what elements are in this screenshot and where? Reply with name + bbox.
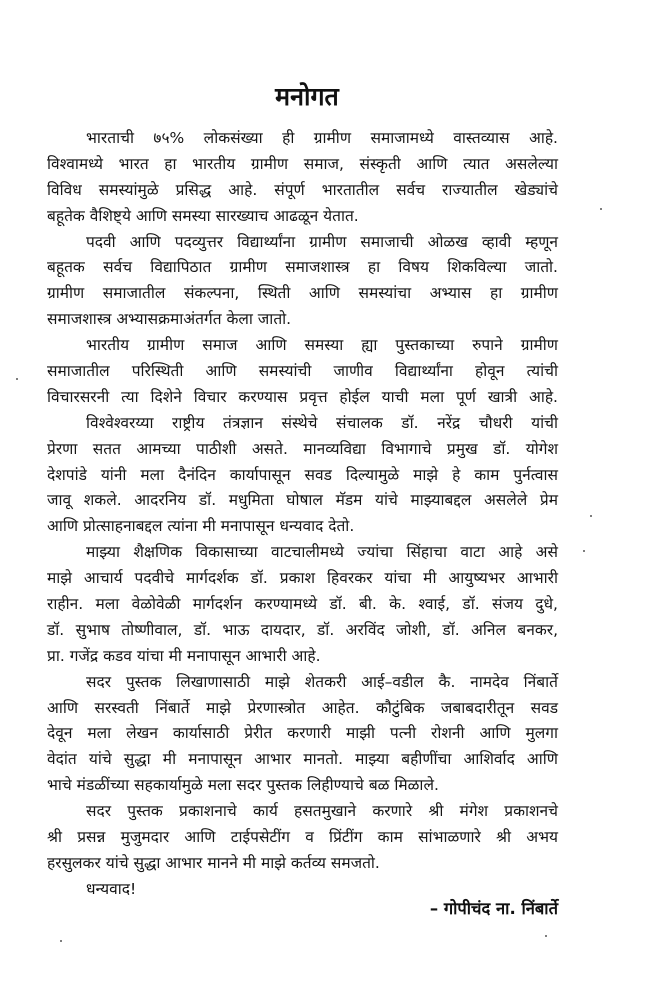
text-line: देशपांडे यांनी मला दैनंदिन कार्यापासून सवड दिल्यामुळे माझे हे काम पुर्नत्वास bbox=[47, 465, 558, 484]
paragraph bbox=[47, 411, 558, 540]
text-line: जावू शकले. आदरनिय डॉ. मधुमिता घोषाल मॅडम यांचे माझ्याबद्दल असलेले प्रेम bbox=[47, 491, 558, 510]
paragraph bbox=[47, 333, 558, 411]
text-line: विचारसरनी त्या दिशेने विचार करण्यास प्रवृत्त होईल याची मला पूर्ण खात्री आहे. bbox=[47, 387, 558, 406]
paragraph bbox=[47, 799, 558, 877]
text-line: भारतीय ग्रामीण समाज आणि समस्या ह्या पुस्तकाच्या रुपाने ग्रामीण bbox=[86, 336, 558, 355]
text-line: प्रा. गजेंद्र कडव यांचा मी मनापासून आभारी आहे. bbox=[47, 646, 321, 665]
scan-speck bbox=[583, 550, 585, 552]
page-title: मनोगत bbox=[275, 82, 339, 111]
text-line: देवून मला लेखन कार्यासाठी प्रेरीत करणारी माझी पत्नी रोशनी आणि मुलगा bbox=[47, 724, 558, 743]
text-line: बहूतक सर्वच विद्यापिठात ग्रामीण समाजशास्त्र हा विषय शिकविल्या जातो. bbox=[47, 258, 558, 277]
scan-speck bbox=[545, 935, 547, 937]
text-line: बहूतेक वैशिष्ट्ये आणि समस्या सारख्याच आढळून येतात. bbox=[47, 206, 359, 225]
text-line: भारताची ७५% लोकसंख्या ही ग्रामीण समाजामध्ये वास्तव्यास आहे. bbox=[86, 129, 558, 147]
text-line: सदर पुस्तक लिखाणासाठी माझे शेतकरी आई–वडील कै. नामदेव निंबार्ते bbox=[86, 672, 558, 691]
paragraph bbox=[47, 670, 558, 799]
author-signature: – गोपीचंद ना. निंबार्ते bbox=[429, 899, 558, 918]
text-line: विविध समस्यांमुळे प्रसिद्ध आहे. संपूर्ण भारतातील सर्वच राज्यातील खेड्यांचे bbox=[47, 180, 558, 199]
text-line: आणि प्रोत्साहनाबद्दल त्यांना मी मनापासून धन्यवाद देतो. bbox=[47, 517, 355, 536]
text-line: हरसुलकर यांचे सुद्धा आभार मानने मी माझे कर्तव्य समजतो. bbox=[47, 853, 380, 872]
text-line: ग्रामीण समाजातील संकल्पना, स्थिती आणि समस्यांचा अभ्यास हा ग्रामीण bbox=[47, 284, 558, 303]
text-line: समाजातील परिस्थिती आणि समस्यांची जाणीव विद्यार्थ्यांना होवून त्यांची bbox=[47, 362, 558, 381]
text-line: माझे आचार्य पदवीचे मार्गदर्शक डॉ. प्रकाश हिवरकर यांचा मी आयुष्यभर आभारी bbox=[47, 569, 558, 588]
scan-speck bbox=[590, 515, 592, 517]
text-line: विश्वामध्ये भारत हा भारतीय ग्रामीण समाज, संस्कृती आणि त्यात असलेल्या bbox=[47, 154, 558, 173]
closing-thanks: धन्यवाद! bbox=[86, 880, 137, 898]
text-line: भाचे मंडळींच्या सहकार्यामुळे मला सदर पुस्तक लिहीण्याचे बळ मिळाले. bbox=[47, 776, 439, 795]
scan-speck bbox=[60, 940, 62, 942]
text-line: माझ्या शैक्षणिक विकासाच्या वाटचालीमध्ये ज्यांचा सिंहाचा वाटा आहे असे bbox=[86, 543, 558, 562]
preface-body bbox=[47, 126, 558, 877]
text-line: विश्वेश्वरय्या राष्ट्रीय तंत्रज्ञान संस्थेचे संचालक डॉ. नरेंद्र चौधरी यांची bbox=[86, 413, 558, 432]
text-line: डॉ. सुभाष तोष्णीवाल, डॉ. भाऊ दायदार, डॉ. अरविंद जोशी, डॉ. अनिल बनकर, bbox=[47, 620, 558, 639]
text-line: पदवी आणि पदव्युत्तर विद्यार्थ्यांना ग्रामीण समाजाची ओळख व्हावी म्हणून bbox=[86, 232, 558, 251]
text-line: श्री प्रसन्न मुजुमदार आणि टाईपसेटींग व प्रिंटींग काम सांभाळणारे श्री अभय bbox=[47, 828, 558, 847]
text-line: सदर पुस्तक प्रकाशनाचे कार्य हसतमुखाने करणारे श्री मंगेश प्रकाशनचे bbox=[86, 802, 558, 821]
scan-speck bbox=[16, 378, 18, 380]
text-line: प्रेरणा सतत आमच्या पाठीशी असते. मानव्यविद्या विभागाचे प्रमुख डॉ. योगेश bbox=[47, 439, 558, 458]
text-line: आणि सरस्वती निंबार्ते माझे प्रेरणास्त्रोत आहेत. कौटुंबिक जबाबदारीतून सवड bbox=[47, 698, 558, 717]
scan-speck bbox=[600, 208, 602, 210]
text-line: समाजशास्त्र अभ्यासक्रमाअंतर्गत केला जातो. bbox=[47, 310, 292, 329]
text-line: वेदांत यांचे सुद्धा मी मनापासून आभार मानतो. माझ्या बहीणींचा आशिर्वाद आणि bbox=[47, 750, 558, 769]
paragraph bbox=[47, 126, 558, 230]
paragraph bbox=[47, 230, 558, 334]
text-line: राहीन. मला वेळोवेळी मार्गदर्शन करण्यामध्ये डॉ. बी. के. श्वाई, डॉ. संजय दुधे, bbox=[47, 595, 558, 614]
paragraph bbox=[47, 540, 558, 669]
